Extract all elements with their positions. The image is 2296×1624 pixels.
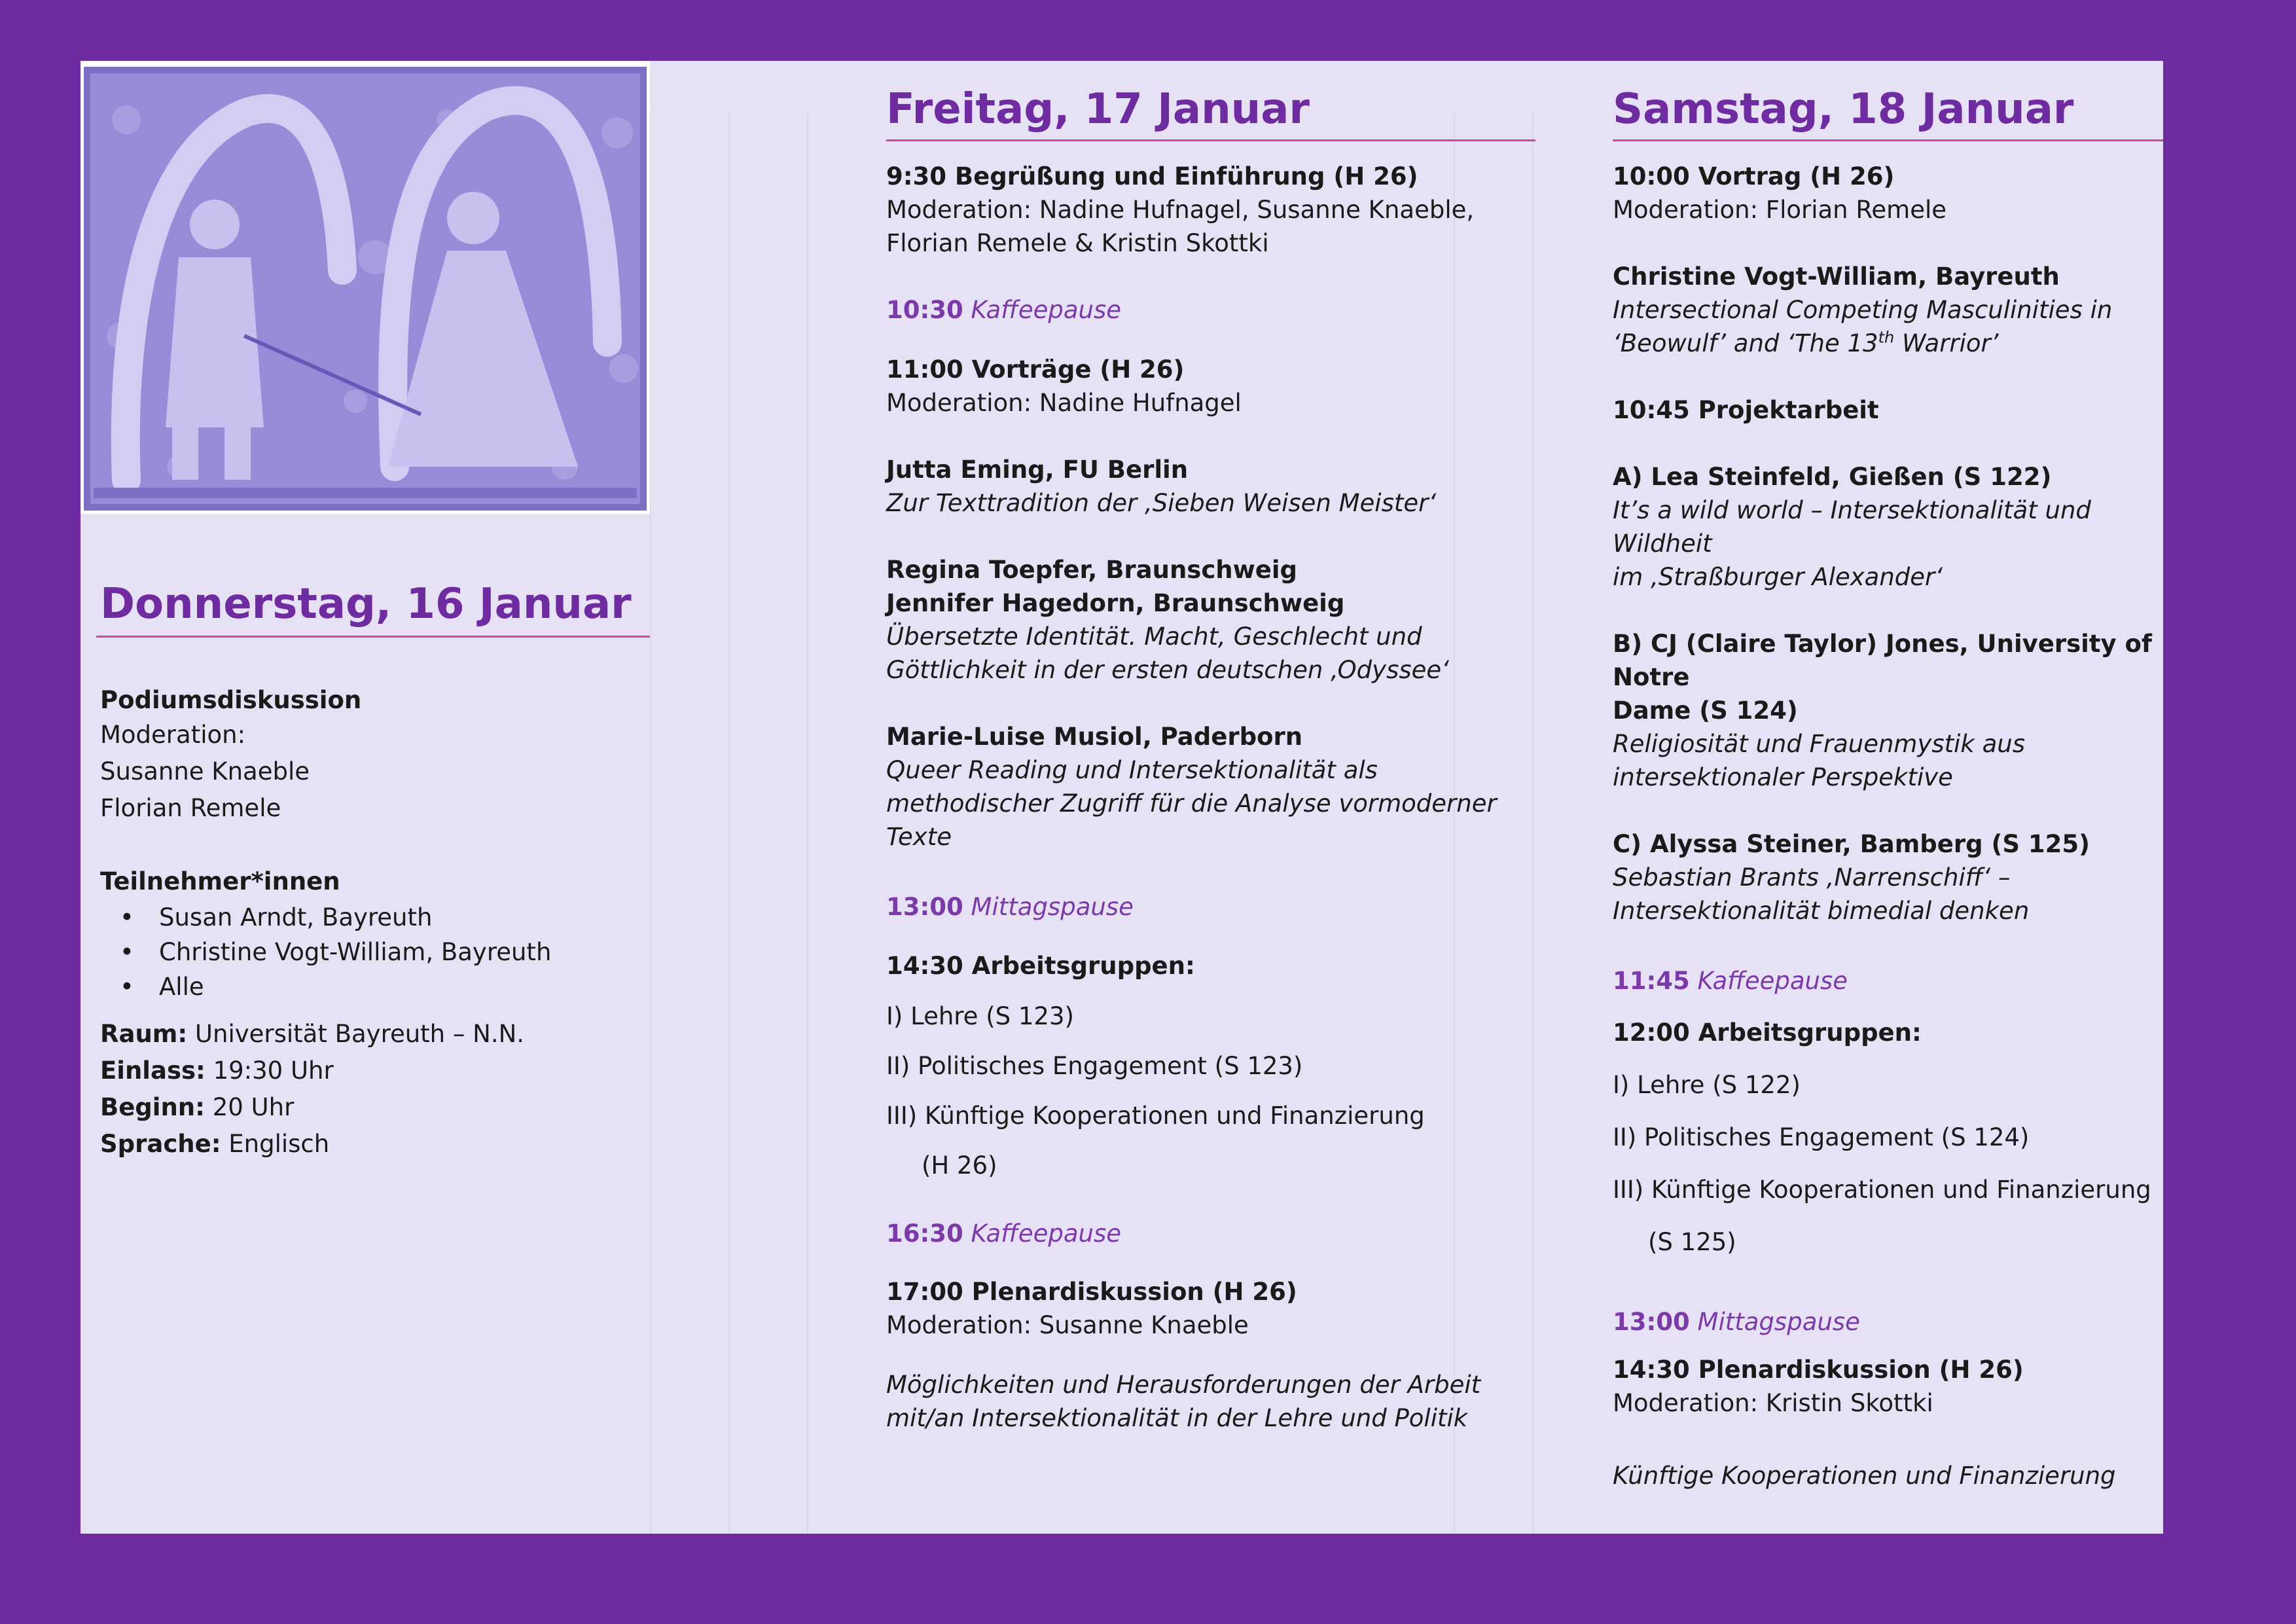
friday-heading: Freitag, 17 Januar — [886, 85, 1310, 134]
plenary-topic: mit/an Intersektionalität in der Lehre und Politik — [886, 1404, 1468, 1432]
workgroup-room: (S 125) — [1648, 1228, 1736, 1256]
project-session: 10:45 Projektarbeit — [1613, 396, 1879, 424]
project-title: Sebastian Brants ‚Narrenschiff‘ – — [1613, 863, 2011, 892]
info-value: Universität Bayreuth – N.N. — [194, 1020, 525, 1048]
workgroups-session: 12:00 Arbeitsgruppen: — [1613, 1019, 1922, 1047]
coffee-break — [886, 1217, 1534, 1250]
saturday-heading: Samstag, 18 Januar — [1613, 85, 2074, 134]
break-label: Kaffeepause — [1697, 967, 1848, 995]
info-entry — [100, 1053, 650, 1089]
welcome-moderation: Moderation: Nadine Hufnagel, Susanne Knaeble, — [886, 196, 1475, 224]
info-label: Raum: — [100, 1020, 188, 1048]
moderation-label: Moderation: — [100, 721, 246, 749]
speaker-name: Jennifer Hagedorn, Braunschweig — [886, 589, 1345, 617]
info-language — [100, 1126, 650, 1163]
fold-guide — [650, 113, 651, 1534]
panel-discussion-label: Podiumsdiskussion — [100, 686, 362, 714]
welcome-moderation: Florian Remele & Kristin Skottki — [886, 229, 1269, 257]
thursday-heading: Donnerstag, 16 Januar — [100, 580, 632, 628]
workgroup: I) Lehre (S 122) — [1613, 1071, 1801, 1099]
saturday-column — [1613, 83, 2163, 1492]
workgroup: II) Politisches Engagement (S 124) — [1613, 1123, 2030, 1151]
speaker-name: Christine Vogt-William, Bayreuth — [1613, 262, 2060, 291]
talk-title: Queer Reading und Intersektionalität als — [886, 756, 1378, 784]
fold-guide — [728, 113, 730, 1534]
break-time: 13:00 — [1613, 1308, 1690, 1336]
talk-title: Intersectional Competing Masculinities in — [1613, 296, 2113, 324]
workgroup: III) Künftige Kooperationen und Finanzierung — [1613, 1176, 2151, 1204]
talk-title: Göttlichkeit in der ersten deutschen ‚Odyssee‘ — [886, 656, 1449, 684]
brochure-sheet — [81, 61, 2163, 1534]
break-time: 16:30 — [886, 1219, 963, 1248]
project-title: It’s a wild world – Intersektionalität und Wildheit — [1613, 496, 2091, 558]
speaker-name: Jutta Eming, FU Berlin — [886, 456, 1189, 484]
fold-guide — [807, 113, 808, 1534]
moderator: Susanne Knaeble — [100, 757, 310, 785]
info-value: Englisch — [228, 1130, 330, 1158]
break-time: 13:00 — [886, 893, 963, 921]
tapestry-image — [81, 61, 650, 514]
plenary-session: 14:30 Plenardiskussion (H 26) — [1613, 1356, 2024, 1384]
break-time: 11:45 — [1613, 967, 1690, 995]
break-label: Mittagspause — [1697, 1308, 1860, 1336]
break-label: Kaffeepause — [971, 296, 1122, 324]
coffee-break — [886, 293, 1534, 327]
talks-moderation: Moderation: Nadine Hufnagel — [886, 389, 1242, 417]
info-label: Sprache: — [100, 1130, 221, 1158]
participant: • Susan Arndt, Bayreuth — [159, 900, 650, 935]
participant: • Christine Vogt-William, Bayreuth — [159, 935, 650, 969]
workgroup-room: (H 26) — [922, 1151, 997, 1180]
talk-title: Zur Texttradition der ‚Sieben Weisen Meister‘ — [886, 489, 1437, 517]
talk-moderation: Moderation: Florian Remele — [1613, 196, 1947, 224]
lunch-break — [1613, 1305, 2163, 1339]
talk-session: 10:00 Vortrag (H 26) — [1613, 162, 1895, 190]
participants-label: Teilnehmer*innen — [100, 867, 340, 895]
welcome-session: 9:30 Begrüßung und Einführung (H 26) — [886, 162, 1418, 190]
coffee-break — [1613, 964, 2163, 998]
talk-title: methodischer Zugriff für die Analyse vormoderner — [886, 789, 1497, 818]
talk-title: Übersetzte Identität. Macht, Geschlecht und — [886, 623, 1422, 651]
speaker-name: Marie-Luise Musiol, Paderborn — [886, 723, 1303, 751]
plenary-topic: Möglichkeiten und Herausforderungen der Arbeit — [886, 1371, 1481, 1399]
info-value: 20 Uhr — [212, 1093, 295, 1121]
participants-list — [100, 900, 650, 1004]
thursday-column — [100, 578, 650, 1163]
lunch-break — [886, 890, 1534, 924]
project-b: B) CJ (Claire Taylor) Jones, University of Notre — [1613, 630, 2152, 691]
talk-title: ‘Beowulf’ and ‘The 13th Warrior’ — [1613, 328, 1999, 357]
workgroup: II) Politisches Engagement (S 123) — [886, 1052, 1303, 1080]
project-a: A) Lea Steinfeld, Gießen (S 122) — [1613, 463, 2052, 491]
workgroup: I) Lehre (S 123) — [886, 1002, 1074, 1030]
workgroup: III) Künftige Kooperationen und Finanzierung — [886, 1102, 1425, 1130]
speaker-name: Regina Toepfer, Braunschweig — [886, 556, 1298, 584]
info-value: 19:30 Uhr — [213, 1056, 334, 1085]
plenary-moderation: Moderation: Susanne Knaeble — [886, 1311, 1249, 1339]
talks-session: 11:00 Vorträge (H 26) — [886, 355, 1185, 384]
talk-title: Texte — [886, 823, 952, 851]
project-title: Religiosität und Frauenmystik aus — [1613, 730, 2026, 758]
plenary-moderation: Moderation: Kristin Skottki — [1613, 1389, 1933, 1417]
plenary-session: 17:00 Plenardiskussion (H 26) — [886, 1278, 1297, 1306]
friday-column — [886, 83, 1534, 1435]
workgroups-session: 14:30 Arbeitsgruppen: — [886, 952, 1195, 980]
break-label: Mittagspause — [971, 893, 1134, 921]
project-title: Intersektionalität bimedial denken — [1613, 897, 2030, 925]
participant: • Alle — [159, 969, 650, 1004]
break-label: Kaffeepause — [971, 1219, 1122, 1248]
info-label: Beginn: — [100, 1093, 205, 1121]
project-b: Dame (S 124) — [1613, 696, 1798, 725]
project-title: intersektionaler Perspektive — [1613, 763, 1953, 791]
plenary-topic: Künftige Kooperationen und Finanzierung — [1613, 1462, 2116, 1490]
project-title: im ‚Straßburger Alexander‘ — [1613, 563, 1943, 591]
break-time: 10:30 — [886, 296, 963, 324]
project-c: C) Alyssa Steiner, Bamberg (S 125) — [1613, 830, 2090, 858]
info-room — [100, 1016, 650, 1053]
moderator: Florian Remele — [100, 794, 281, 822]
info-label: Einlass: — [100, 1056, 206, 1085]
info-start — [100, 1089, 650, 1126]
